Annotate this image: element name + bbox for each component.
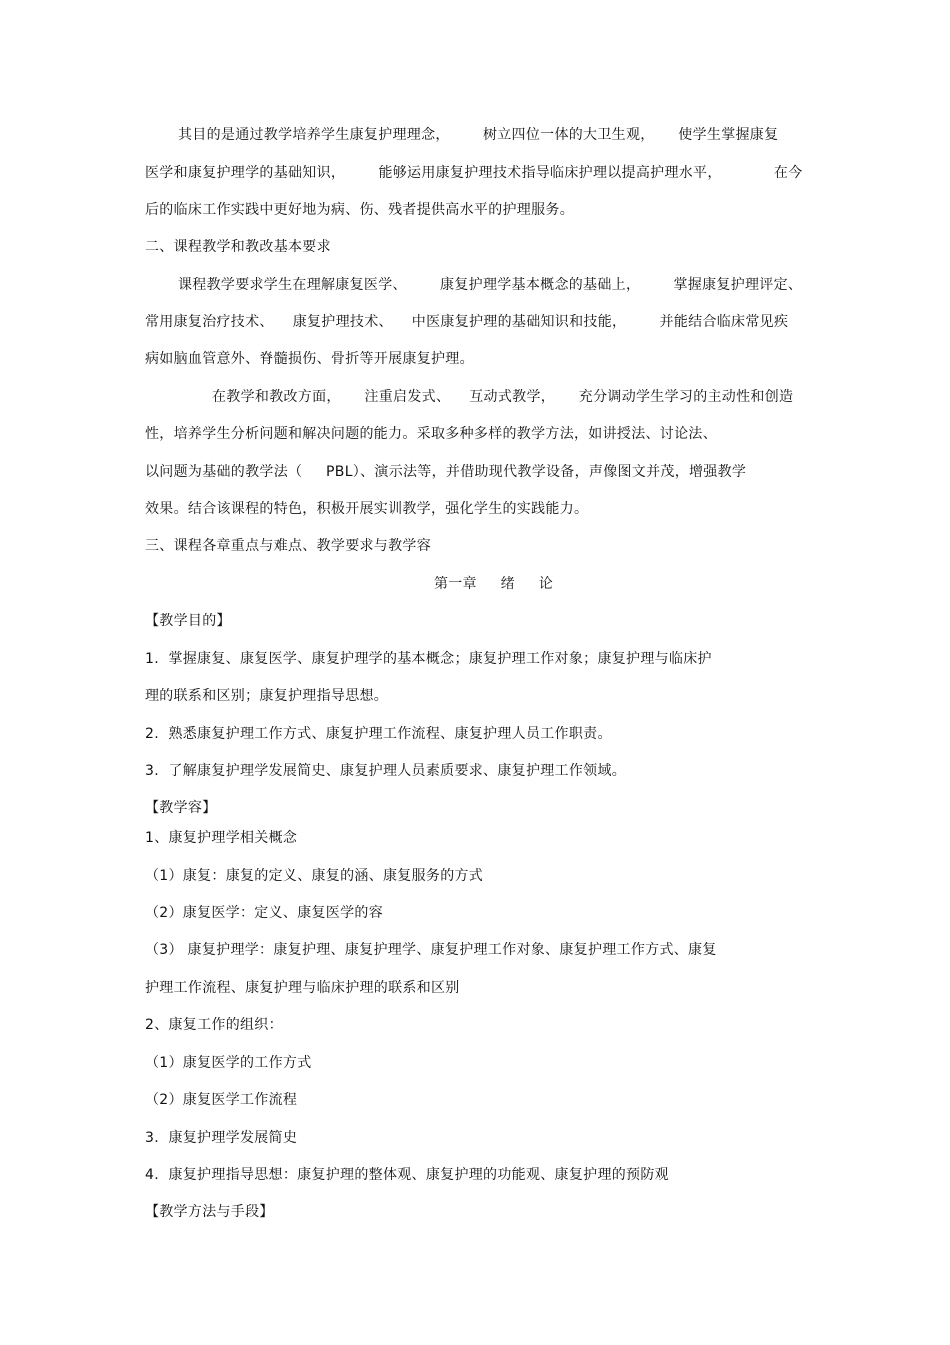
goal-item-2: 2. 熟悉康复护理工作方式、康复护理工作流程、康复护理人员工作职责。 — [145, 726, 612, 742]
reform-paragraph-line-2: 性，培养学生分析问题和解决问题的能力。采取多种多样的教学方法，如讲授法、讨论法、 — [145, 426, 717, 442]
section-heading-3: 三、课程各章重点与难点、教学要求与教学容 — [145, 538, 431, 554]
content-item-4: 4. 康复护理指导思想：康复护理的整体观、康复护理的功能观、康复护理的预防观 — [145, 1167, 669, 1183]
chapter-title: 第一章 绪 论 — [434, 576, 554, 592]
content-subitem-2-1: （1）康复医学的工作方式 — [145, 1055, 312, 1071]
content-subitem-1-3-line-1: （3） 康复护理学：康复护理、康复护理学、康复护理工作对象、康复护理工作方式、康复 — [145, 942, 717, 958]
teaching-goals-heading: 【教学目的】 — [145, 613, 231, 629]
reform-paragraph-line-3: 以问题为基础的教学法（ PBL）、演示法等，并借助现代教学设备，声像图文并茂，增强教学 — [145, 464, 747, 480]
reform-paragraph-line-4: 效果。结合该课程的特色，积极开展实训教学，强化学生的实践能力。 — [145, 501, 589, 517]
reform-paragraph-line-1: 在教学和教改方面， 注重启发式、 互动式教学， 充分调动学生学习的主动性和创造 — [212, 389, 794, 405]
content-subitem-1-2: （2）康复医学：定义、康复医学的容 — [145, 905, 384, 921]
content-item-1: 1、康复护理学相关概念 — [145, 830, 298, 846]
content-subitem-1-1: （1）康复：康复的定义、康复的涵、康复服务的方式 — [145, 868, 484, 884]
goal-item-1-line-1: 1. 掌握康复、康复医学、康复护理学的基本概念；康复护理工作对象；康复护理与临床护 — [145, 651, 712, 667]
intro-paragraph-line-3: 后的临床工作实践中更好地为病、伤、残者提供高水平的护理服务。 — [145, 202, 574, 218]
content-subitem-1-3-line-2: 护理工作流程、康复护理与临床护理的联系和区别 — [145, 980, 460, 996]
content-item-3: 3. 康复护理学发展简史 — [145, 1130, 298, 1146]
requirements-paragraph-line-1: 课程教学要求学生在理解康复医学、 康复护理学基本概念的基础上， 掌握康复护理评定、 — [178, 277, 803, 293]
requirements-paragraph-line-2: 常用康复治疗技术、 康复护理技术、 中医康复护理的基础知识和技能， 并能结合临床常见疾 — [145, 314, 789, 330]
content-subitem-2-2: （2）康复医学工作流程 — [145, 1092, 298, 1108]
requirements-paragraph-line-3: 病如脑血管意外、脊髓损伤、骨折等开展康复护理。 — [145, 351, 474, 367]
section-heading-2: 二、课程教学和教改基本要求 — [145, 239, 331, 255]
content-item-2: 2、康复工作的组织： — [145, 1017, 283, 1033]
intro-paragraph-line-1: 其目的是通过教学培养学生康复护理理念， 树立四位一体的大卫生观， 使学生掌握康复 — [178, 127, 779, 143]
teaching-methods-heading: 【教学方法与手段】 — [145, 1204, 274, 1220]
goal-item-3: 3. 了解康复护理学发展简史、康复护理人员素质要求、康复护理工作领域。 — [145, 763, 627, 779]
goal-item-1-line-2: 理的联系和区别；康复护理指导思想。 — [145, 688, 389, 704]
intro-paragraph-line-2: 医学和康复护理学的基础知识， 能够运用康复护理技术指导临床护理以提高护理水平， 在今 — [145, 165, 803, 181]
teaching-content-heading: 【教学容】 — [145, 800, 217, 816]
